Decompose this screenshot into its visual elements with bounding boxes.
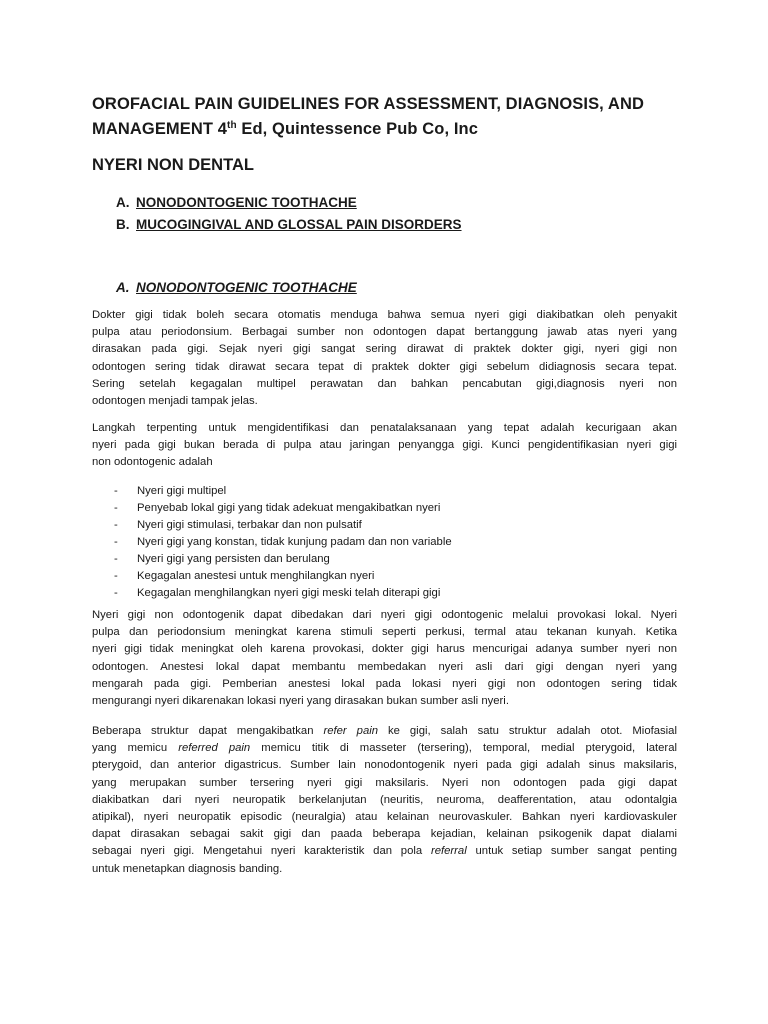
edition-superscript: th [227,120,237,131]
topic-letter: A. [116,195,130,210]
paragraph-line: pulpa atau periodonsium. Berbagai sumber non odontogen dapat bertanggung jawab atas nyeri yang [92,326,677,339]
paragraph-line: dapat dirasakan sebagai sakit gigi dan paada beberapa kejadian, kelainan psikogenik dapat dialami [92,828,677,841]
dash-bullet: - [114,502,118,514]
paragraph-line [92,723,677,740]
topic-list [116,192,462,236]
subsection-letter: A. [116,280,130,295]
paragraph-line: odontogen sering tidak dirawat secara tepat di praktek dokter gigi sebelum didiagnosis secara tepat. [92,360,677,373]
text-run: memicu titik di masseter (tersering), temporal, medial pterygoid, lateral [250,742,677,755]
paragraph-line [92,740,677,757]
italic-term: refer pain [323,725,379,737]
subsection-heading-a [116,278,357,298]
criteria-text: Nyeri gigi yang konstan, tidak kunjung padam dan non variable [137,536,452,548]
paragraph-line: dirasakan pada gigi. Sejak nyeri gigi sangat sering dirawat di praktek dokter gigi, nyeri gigi non [92,343,677,356]
criteria-text: Nyeri gigi yang persisten dan berulang [137,553,330,565]
criteria-text: Penyebab lokal gigi yang tidak adekuat mengakibatkan nyeri [137,502,441,514]
paragraph-line: nyeri pada gigi bukan berada di pulpa atau jaringan penyangga gigi. Kunci pengidentifikasian nyeri gigi [92,439,677,452]
dash-bullet: - [114,519,118,531]
topic-letter: B. [116,217,130,232]
criteria-item [92,568,452,585]
paragraph-2 [92,420,677,472]
italic-term: referred pain [178,742,251,755]
paragraph-line: untuk menetapkan diagnosis banding. [92,862,283,875]
criteria-item [92,517,452,534]
text-run: Beberapa struktur dapat mengakibatkan [92,725,324,737]
paragraph-line: odontogen menjadi tampak jelas. [92,395,258,408]
paragraph-line: Langkah terpenting untuk mengidentifikasi dan penatalaksanaan yang tepat adalah kecurigaan akan [92,422,677,434]
paragraph-line: nyeri gigi tidak meningkat oleh karena provokasi, dokter gigi harus mencurigai adanya sumber nyeri non [92,643,677,656]
topic-item-a [116,192,462,214]
paragraph-line: non odontogenic adalah [92,456,213,469]
paragraph-line: mengarah pada gigi. Pemberian anestesi lokal pada lokasi nyeri gigi non odontogen sering tidak [92,677,677,690]
criteria-list [92,483,452,602]
criteria-item [92,483,452,500]
dash-bullet: - [114,536,118,548]
paragraph-line: odontogen. Anestesi lokal dapat membantu membedakan nyeri asli dari gigi dengan nyeri yang [92,660,677,673]
dash-bullet: - [114,485,118,497]
title-line-1: OROFACIAL PAIN GUIDELINES FOR ASSESSMENT, DIAGNOSIS, AND [92,95,644,113]
text-run: yang memicu [92,742,179,755]
subsection-text: NONODONTOGENIC TOOTHACHE [136,280,357,295]
italic-term: referral [430,845,467,858]
criteria-item [92,551,452,568]
paragraph-line: diakibatkan dari nyeri neuropatik berkelanjutan (neuritis, neuroma, deafferentation, atau odontalgia [92,793,677,806]
title-line-2-start: MANAGEMENT 4 [92,120,228,138]
criteria-text: Kegagalan menghilangkan nyeri gigi meski telah diterapi gigi [137,587,441,599]
criteria-text: Kegagalan anestesi untuk menghilangkan nyeri [137,570,375,582]
paragraph-line: atipikal), nyeri neuropatik episodic (neuralgia) atau kelainan neurovaskuler. Bahkan nyeri kardiovaskuler [92,811,677,824]
dash-bullet: - [114,587,118,599]
paragraph-line: Sering setelah kegagalan multipel perawatan dan bahkan pencabutan gigi,diagnosis nyeri non [92,377,677,390]
criteria-text: Nyeri gigi stimulasi, terbakar dan non pulsatif [137,519,362,531]
paragraph-line: yang merupakan sumber tersering nyeri gigi maksilaris. Nyeri non odontogen pada gigi dapat [92,776,677,789]
criteria-item [92,585,452,602]
document-title [92,92,692,142]
paragraph-line: Nyeri gigi non odontogenik dapat dibedakan dari nyeri gigi odontogenic melalui provokasi lokal. Nyeri [92,609,677,621]
criteria-item [92,534,452,551]
paragraph-4 [92,723,677,878]
paragraph-line [92,843,677,860]
text-run: untuk setiap sumber sangat penting [466,845,678,858]
topic-text: MUCOGINGIVAL AND GLOSSAL PAIN DISORDERS [136,217,462,232]
criteria-item [92,500,452,517]
paragraph-1 [92,307,677,410]
paragraph-line: pterygoid, dan anterior digastricus. Sumber lain nonodontogenik nyeri pada gigi adalah sinus maksilaris, [92,759,677,772]
section-title: NYERI NON DENTAL [92,156,254,174]
dash-bullet: - [114,570,118,582]
topic-text: NONODONTOGENIC TOOTHACHE [136,195,357,210]
text-run: sebagai nyeri gigi. Mengetahui nyeri karakteristik dan pola [92,845,431,858]
paragraph-line: mengurangi nyeri dikarenakan lokasi nyeri yang dirasakan bukan sumber asli nyeri. [92,695,509,708]
criteria-text: Nyeri gigi multipel [137,485,227,497]
paragraph-line: pulpa dan periodonsium meningkat karena stimuli seperti perkusi, termal atau tekanan kunyah. Ketika [92,626,677,639]
topic-item-b [116,214,462,236]
paragraph-3 [92,607,677,710]
text-run: ke gigi, salah satu struktur adalah otot. Miofasial [378,725,677,737]
title-line-2-end: Ed, Quintessence Pub Co, Inc [236,120,478,138]
dash-bullet: - [114,553,118,565]
paragraph-line: Dokter gigi tidak boleh secara otomatis menduga bahwa semua nyeri gigi diakibatkan oleh penyakit [92,309,677,321]
